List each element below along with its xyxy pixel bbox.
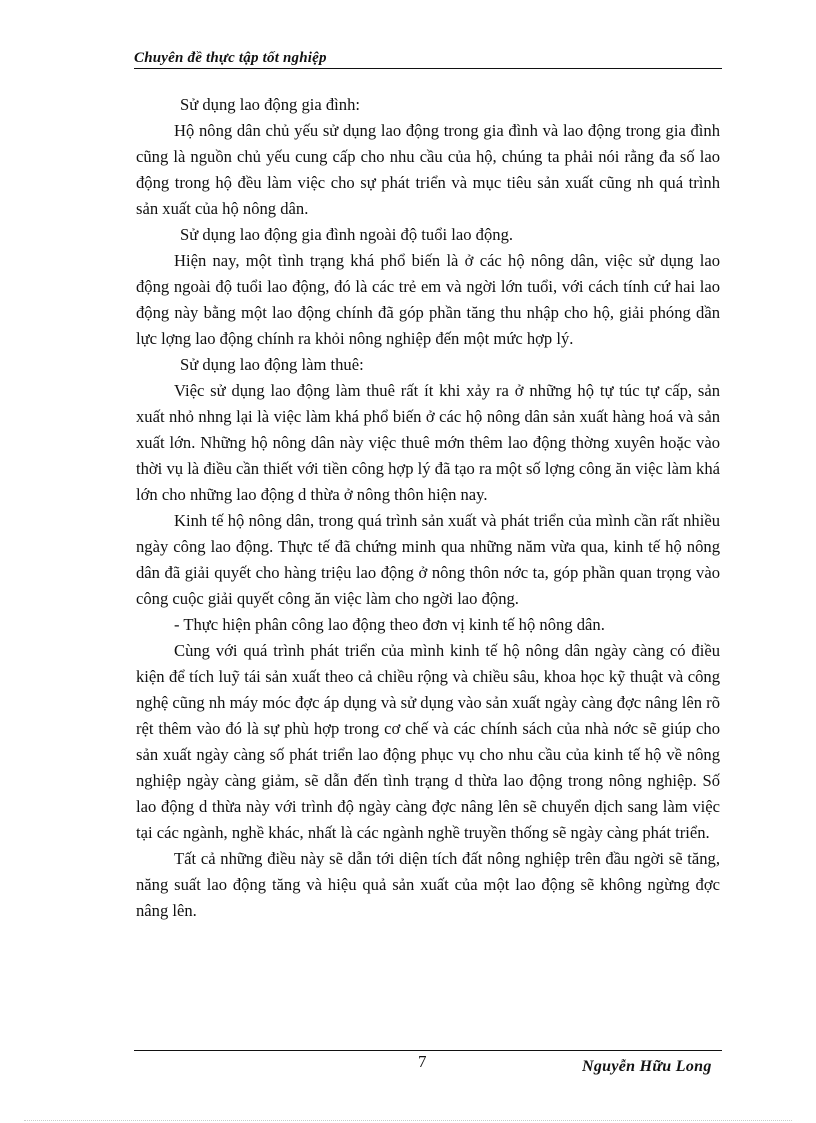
page-bottom-edge xyxy=(24,1120,792,1121)
author-signature xyxy=(582,1056,727,1074)
svg-text:Nguyễn Hữu Long: Nguyễn Hữu Long xyxy=(582,1058,712,1075)
paragraph: Tất cả những điều này sẽ dẫn tới diện tích đất nông nghiệp trên đầu ngời sẽ tăng, năng suất lao động tăng và hiệu quả sản xuất của một lao động sẽ không ngừng đợc nâng lên. xyxy=(136,849,720,920)
paragraph: Kinh tế hộ nông dân, trong quá trình sản xuất và phát triển của mình cần rất nhiều ngày công lao động. Thực tế đã chứng minh qua những năm vừa qua, kinh tế hộ nông dân đã giải quyết cho hàng triệu lao động ở nông thôn nớc ta, góp phần quan trọng vào công cuộc giải quyết công ăn việc làm cho ngời lao động. xyxy=(136,511,720,608)
subheading-out-of-age-labor: Sử dụng lao động gia đình ngoài độ tuổi lao động. xyxy=(180,225,514,244)
footer-rule xyxy=(134,1050,722,1051)
subheading-hired-labor: Sử dụng lao động làm thuê: xyxy=(180,355,364,374)
paragraph: Cùng với quá trình phát triển của mình kinh tế hộ nông dân ngày càng có điều kiện để tích luỹ tái sản xuất theo cả chiều rộng và chiều sâu, khoa học kỹ thuật và công nghệ cũng nh máy móc đợc áp dụng và sử dụng vào sản xuất ngày càng đợc nâng lên rõ rệt thêm vào đó là sự phù hợp trong cơ chế và các chính sách của nhà nớc sẽ giúp cho sản xuất ngày càng số phát triển lao động phục vụ cho nhu cầu của kinh tế hộ về nông nghiệp ngày càng giảm, sẽ dẫn đến tình trạng d thừa lao động trong nông nghiệp. Số lao động d thừa này với trình độ ngày càng đợc nâng lên sẽ chuyển dịch sang làm việc tại các ngành, nghề khác, nhất là các ngành nghề truyền thống sẽ ngày càng phát triển. xyxy=(136,641,720,842)
paragraph-list-item: - Thực hiện phân công lao động theo đơn vị kinh tế hộ nông dân. xyxy=(174,615,605,634)
paragraph: Việc sử dụng lao động làm thuê rất ít khi xảy ra ở những hộ tự túc tự cấp, sản xuất nhỏ nhng lại là việc làm khá phổ biến ở các hộ nông dân sản xuất hàng hoá và sản xuất lớn. Những hộ nông dân này việc thuê mớn thêm lao động thờng xuyên hoặc vào thời vụ là điều cần thiết với tiền công hợp lý đã tạo ra một số lợng công ăn việc làm khá lớn cho những lao động d thừa ở nông thôn hiện nay. xyxy=(136,381,720,504)
page-header xyxy=(134,50,722,70)
header-rule xyxy=(134,68,722,69)
body-text xyxy=(136,92,720,924)
subheading-family-labor: Sử dụng lao động gia đình: xyxy=(180,95,360,114)
page-number: 7 xyxy=(418,1052,427,1071)
author-signature-lettering xyxy=(582,1056,727,1076)
header-title: Chuyên đề thực tập tốt nghiệp xyxy=(134,50,327,66)
paragraph: Hiện nay, một tình trạng khá phổ biến là ở các hộ nông dân, việc sử dụng lao động ngoài độ tuổi lao động, đó là các trẻ em và ngời lớn tuổi, với cách tính cứ hai lao động này bằng một lao động chính đã góp phần tăng thu nhập cho hộ, giải phóng dần lực lợng lao động chính ra khỏi nông nghiệp đến một mức hợp lý. xyxy=(136,251,720,348)
paragraph: Hộ nông dân chủ yếu sử dụng lao động trong gia đình và lao động trong gia đình cũng là nguồn chủ yếu cung cấp cho nhu cầu của hộ, chúng ta phải nói rằng đa số lao động trong hộ đều làm việc cho sự phát triển và mục tiêu sản xuất cũng nh quá trình sản xuất của hộ nông dân. xyxy=(136,121,720,218)
